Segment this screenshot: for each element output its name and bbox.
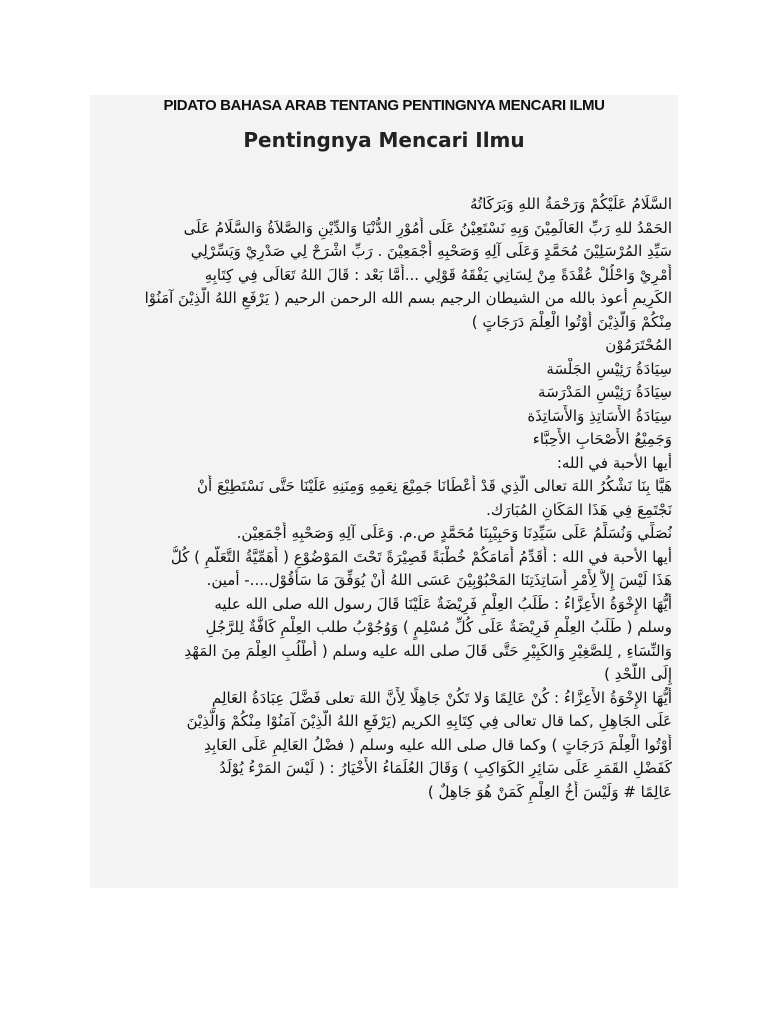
text-line: كَفَضْلِ القَمَرِ عَلَى سَائِرِ الكَوَاكِبِ ) وَقَالَ العُلَمَاءُ الأَخْيَارُ : ( لَيْسَ المَرْءُ يُوْلَدُ: [219, 759, 672, 777]
document-page: [90, 95, 678, 888]
arabic-body-text: [96, 193, 672, 804]
text-line: نُصَلِّي وَنُسَلِّمُ عَلَى سَيِّدِنَا وَحَبِيْبِنَا مُحَمَّدٍ ص.م. وَعَلَى آلِهِ وَصَحْبِهِ أَجْمَعِيْن.: [236, 524, 672, 542]
text-line: عَلَى الجَاهِلِ ,كما قال تعالى فِي كِتَابِهِ الكريم (يَرْفَعِ اللهُ الَّذِيْنَ آمَنُوْا مِنْكُمْ وَالَّذِيْنَ: [186, 712, 672, 730]
text-line: وَالنِّسَاءِ , لِلصَّغِيْرِ وَالكَبِيْرِ حَتَّى قَالَ صلى الله عليه وسلم ( أُطْلُبِ العِلْمَ مِنَ المَهْدِ: [184, 641, 672, 660]
text-line: أُوْتُوا الْعِلْمَ دَرَجَاتٍ ) وكما قال صلى الله عليه وسلم ( فضْلُ العَالِمِ عَلَى العَابِدِ: [204, 735, 672, 754]
document-subtitle: Pentingnya Mencari Ilmu: [243, 128, 525, 152]
text-line: أيها الأحبة في الله : أُقَدِّمُ أَمَامَكُمْ خُطْبَةً قَصِيْرَةً تَحْتَ المَوْضُوْعِ ( أَهَمِّيَّةُ التَّعَلُّمِ ) كُلُّ: [170, 547, 672, 566]
text-line: وَجَمِيْعُ الأَصْحَابِ الأَحِبَّاء: [532, 430, 672, 448]
text-line: إِلَى اللَّحْدِ ): [604, 665, 672, 683]
text-line: الكَرِيمِ أعوذ بالله من الشيطان الرجيم بسم الله الرحمن الرحيم ( يَرْفَعِ اللهُ الَّذِيْنَ آمَنُوْا: [144, 289, 672, 307]
text-line: وسلم ( طَلَبُ العِلْمِ فَرِيْضَةٌ عَلَى كُلِّ مُسْلِمٍ ) وَوُجُوْبُ طلب العِلْمِ كَافَّةٌ لِلرَّجُلِ: [205, 618, 672, 636]
text-line: سِيَادَةُ رَئِيْسِ الجَلْسَة: [546, 359, 672, 378]
text-line: أَيُّهَا الإِخْوَةُ الأَعِزَّاءُ : كُنْ عَالِمًا وَلا تَكُنْ جَاهِلًا لِأَنَّ اللهَ تعلى فَضَّلَ عِبَادَةُ العَالِمِ: [211, 688, 672, 707]
text-line: هَذَا لَيْسَ إِلاَّ لِأَمْرِ أَسَاتِذَتِنَا المَحْبُوْبِيْنَ عَسَى اللهُ أَنْ يُوَفِّقَ مَا سَأَقُوْل....- أمين.: [206, 571, 672, 589]
text-line: أَيُّهَا الإِخْوَةُ الأَعِزَّاءُ : طَلَبُ العِلْمِ فَرِيْضَةٌ عَلَيْنَا قَالَ رسول الله صلى الله عليه: [214, 594, 672, 613]
text-line: المُحْتَرَمُوْن: [605, 336, 672, 354]
text-line: أَمْرِيْ وَاحْلُلْ عُقْدَةً مِنْ لِسَانِي يَفْقَهُ قَوْلِي ...أَمَّا بَعْد : قَالَ اللهُ تَعَالَى فِي كِتَابِهِ: [204, 265, 672, 284]
text-line: عَالِمًا # وَلَيْسَ أَخُ العِلْمِ كَمَنْ هُوَ جَاهِلٌ ): [427, 782, 672, 801]
text-line: سِيَادَةُ الأَسَاتِذِ وَالأَسَاتِذَة: [527, 406, 672, 425]
text-line: هَيَّا بِنَا نَشْكُرُ اللهَ تعالى الَّذِي قَدْ أَعْطَانَا جَمِيْعَ نِعَمِهِ وَمِنَنِهِ عَلَيْنَا حَتَّى نَسْتَطِيْعَ أَنْ: [197, 477, 672, 495]
text-line: الحَمْدُ للهِ رَبِّ العَالَمِيْنَ وَبِهِ نَسْتَعِيْنُ عَلَى أُمُوْرِ الدُّنْيَا وَالدِّيْنِ وَالصَّلاَةُ وَالسَّلَامُ عَلَى: [183, 218, 672, 237]
text-line: مِنْكُمْ وَالَّذِيْنَ أُوْتُوا الْعِلْمَ دَرَجَاتٍ ): [471, 312, 672, 331]
text-line: سِيَادَةُ رَئِيْسِ المَدْرَسَة: [538, 383, 672, 401]
text-line: السَّلَامُ عَلَيْكُمْ وَرَحْمَةُ اللهِ وَبَرَكَاتُهُ: [470, 195, 672, 213]
text-line: نَجْتَمِعَ فِي هَذَا المَكَانِ المُبَارَك.: [486, 500, 672, 519]
text-line: أيها الأحبة في الله:: [556, 453, 672, 472]
document-title: PIDATO BAHASA ARAB TENTANG PENTINGNYA MENCARI ILMU: [163, 97, 605, 114]
text-line: سَيِّدِ المُرْسَلِيْنَ مُحَمَّدٍ وَعَلَى آلِهِ وَصَحْبِهِ أَجْمَعِيْنَ . رَبِّ اشْرَحْ لِي صَدْرِيْ وَيَسِّرْلِي: [190, 242, 672, 260]
